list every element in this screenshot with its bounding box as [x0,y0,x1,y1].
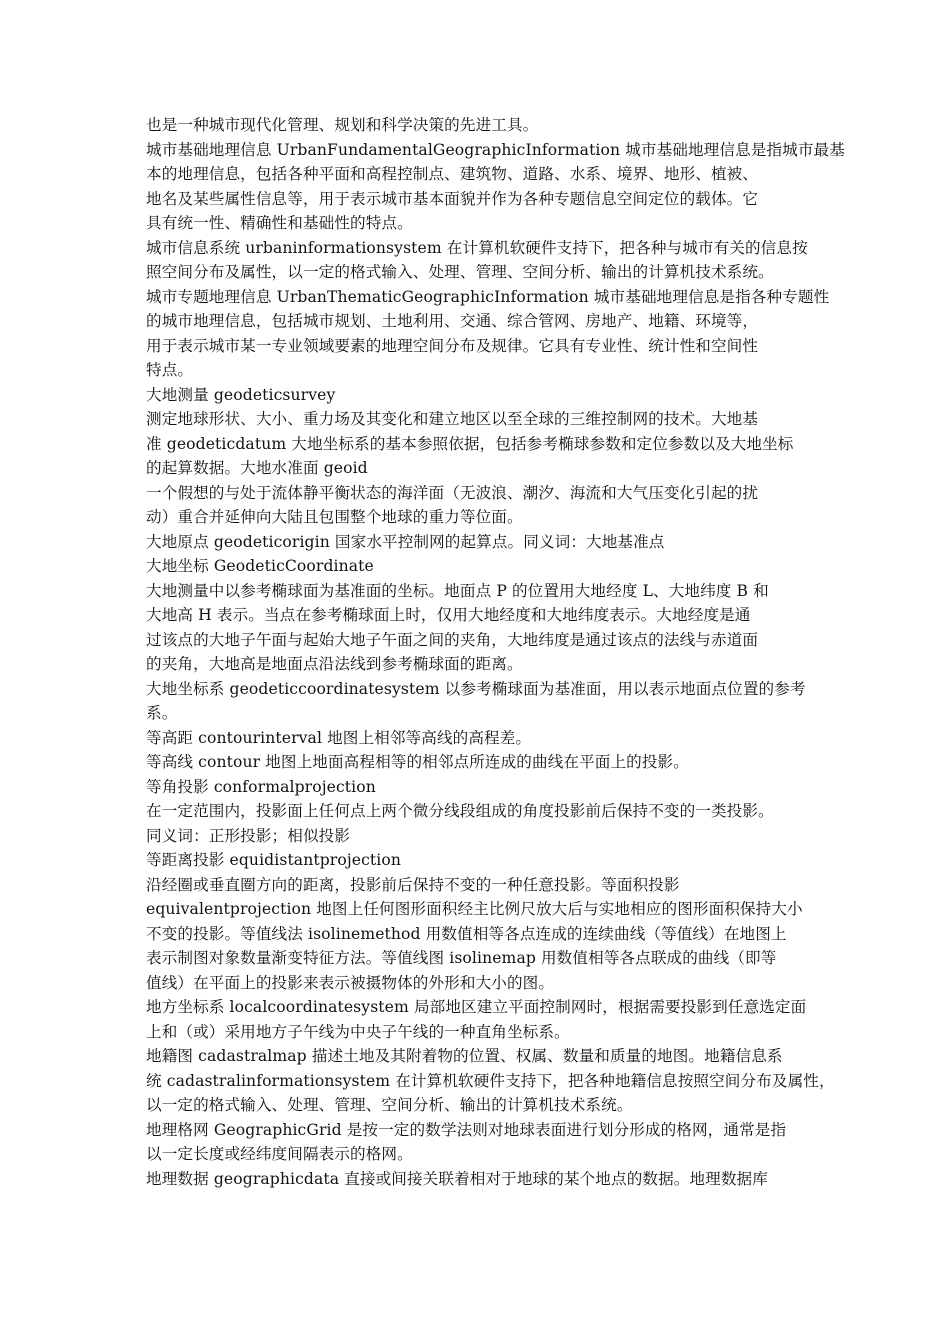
text-line: 大地原点 geodeticorigin 国家水平控制网的起算点。同义词：大地基准点 [146,532,665,551]
text-line: 测定地球形状、大小、重力场及其变化和建立地区以至全球的三维控制网的技术。大地基 [146,410,759,428]
text-line: 照空间分布及属性，以一定的格式输入、处理、管理、空间分析、输出的计算机技术系统。 [146,263,774,281]
text-line: 一个假想的与处于流体静平衡状态的海洋面（无波浪、潮汐、海流和大气压变化引起的扰 [146,483,759,502]
text-line: 在一定范围内，投影面上任何点上两个微分线段组成的角度投影前后保持不变的一类投影。 [146,802,774,820]
text-line: 的夹角，大地高是地面点沿法线到参考椭球面的距离。 [146,655,523,673]
text-line: 值线）在平面上的投影来表示被摄物体的外形和大小的图。 [146,973,555,992]
text-line: 城市基础地理信息 UrbanFundamentalGeographicInformation 城市基础地理信息是指城市最基 [146,140,845,159]
text-line: 城市专题地理信息 UrbanThematicGeographicInformation 城市基础地理信息是指各种专题性 [146,287,830,306]
text-line: 具有统一性、精确性和基础性的特点。 [146,214,413,232]
text-line: 的起算数据。大地水准面 geoid [146,459,368,477]
text-line: 等角投影 conformalprojection [146,777,376,796]
text-line: 沿经圈或垂直圈方向的距离，投影前后保持不变的一种任意投影。等面积投影 [146,875,680,894]
text-line: 系。 [146,704,178,722]
text-line: 以一定长度或经纬度间隔表示的格网。 [146,1145,413,1163]
text-line: 大地测量 geodeticsurvey [146,385,336,404]
text-line: 的城市地理信息，包括城市规划、土地利用、交通、综合管网、房地产、地籍、环境等， [146,312,759,330]
text-line: 特点。 [146,361,194,379]
text-line: 也是一种城市现代化管理、规划和科学决策的先进工具。 [146,116,539,134]
text-line: 上和（或）采用地方子午线为中央子午线的一种直角坐标系。 [146,1022,570,1041]
text-line: 地理数据 geographicdata 直接或间接关联着相对于地球的某个地点的数据。地理数据库 [146,1169,768,1188]
text-line: 地方坐标系 localcoordinatesystem 局部地区建立平面控制网时，根据需要投影到任意选定面 [146,998,807,1016]
text-line: 大地坐标系 geodeticcoordinatesystem 以参考椭球面为基准面，用以表示地面点位置的参考 [146,679,806,698]
text-line: 大地高 H 表示。当点在参考椭球面上时，仅用大地经度和大地纬度表示。大地经度是通 [146,606,751,624]
text-line: 大地测量中以参考椭球面为基准面的坐标。地面点 P 的位置用大地经度 L、大地纬度 B 和 [146,581,769,600]
text-line: 以一定的格式输入、处理、管理、空间分析、输出的计算机技术系统。 [146,1096,633,1114]
text-line: 用于表示城市某一专业领域要素的地理空间分布及规律。它具有专业性、统计性和空间性 [146,336,759,355]
text-line: 等高线 contour 地图上地面高程相等的相邻点所连成的曲线在平面上的投影。 [146,753,689,771]
text-line: 表示制图对象数量渐变特征方法。等值线图 isolinemap 用数值相等各点联成的曲线（即等 [146,949,777,967]
text-line: equivalentprojection 地图上任何图形面积经主比例尺放大后与实地相应的图形面积保持大小 [146,900,803,918]
text-line: 本的地理信息，包括各种平面和高程控制点、建筑物、道路、水系、境界、地形、植被、 [146,165,759,183]
text-line: 等距离投影 equidistantprojection [146,851,402,869]
document-body [146,113,845,1191]
text-line: 大地坐标 GeodeticCoordinate [146,557,374,575]
text-line: 不变的投影。等值线法 isolinemethod 用数值相等各点连成的连续曲线（等值线）在地图上 [146,924,787,943]
text-line: 地名及某些属性信息等，用于表示城市基本面貌并作为各种专题信息空间定位的载体。它 [146,189,759,208]
text-line: 等高距 contourinterval 地图上相邻等高线的高程差。 [146,728,532,747]
text-line: 地理格网 GeographicGrid 是按一定的数学法则对地球表面进行划分形成的格网，通常是指 [146,1120,787,1139]
text-line: 统 cadastralinformationsystem 在计算机软硬件支持下，把各种地籍信息按照空间分布及属性， [146,1071,835,1090]
text-line: 同义词：正形投影；相似投影 [146,826,351,845]
text-line: 城市信息系统 urbaninformationsystem 在计算机软硬件支持下，把各种与城市有关的信息按 [146,238,808,257]
text-line: 过该点的大地子午面与起始大地子午面之间的夹角，大地纬度是通过该点的法线与赤道面 [146,630,759,649]
text-line: 地籍图 cadastralmap 描述土地及其附着物的位置、权属、数量和质量的地图。地籍信息系 [146,1047,783,1065]
text-line: 准 geodeticdatum 大地坐标系的基本参照依据，包括参考椭球参数和定位参数以及大地坐标 [146,434,794,453]
text-line: 动）重合并延伸向大陆且包围整个地球的重力等位面。 [146,508,523,526]
